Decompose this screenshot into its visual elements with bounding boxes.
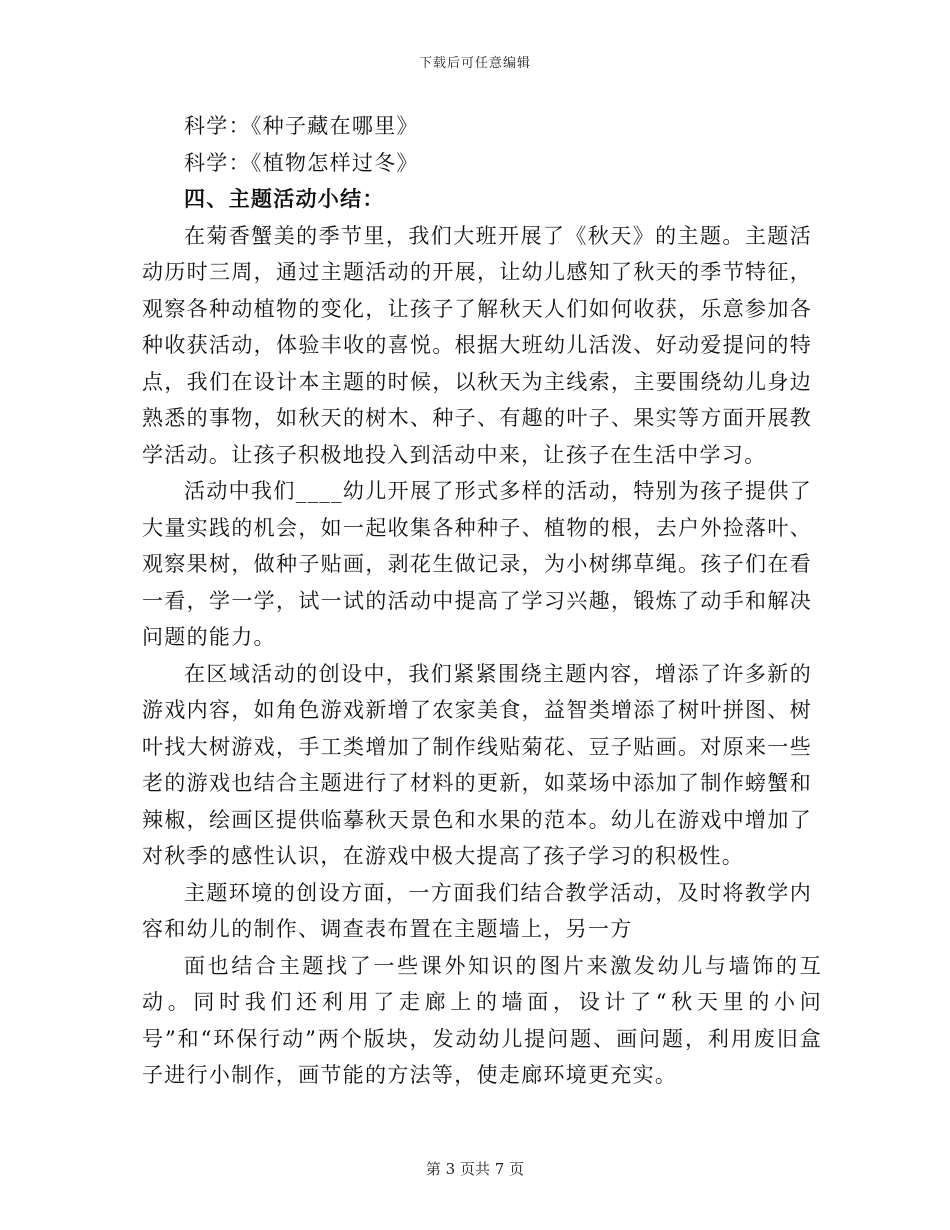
page-header-note: 下载后可任意编辑 bbox=[418, 56, 531, 71]
section-heading: 四、主题活动小结： bbox=[184, 186, 385, 211]
paragraph-activities: 活动中我们____幼儿开展了形式多样的活动，特别为孩子提供了大量实践的机会，如一起收集各种种子、植物的根，去户外捡落叶、观察果树，做种子贴画，剥花生做记录，为小树绑草绳。孩子们在看一看，学一学，试一试的活动中提高了学习兴趣，锻炼了动手和解决问题的能力。 bbox=[142, 479, 812, 649]
paragraph-intro: 在菊香蟹美的季节里，我们大班开展了《秋天》的主题。主题活动历时三周，通过主题活动的开展，让幼儿感知了秋天的季节特征，观察各种动植物的变化，让孩子了解秋天人们如何收获，乐意参加各种收获活动，体验丰收的喜悦。根据大班幼儿活泼、好动爱提问的特点，我们在设计本主题的时候，以秋天为主线索，主要围绕幼儿身边熟悉的事物，如秋天的树木、种子、有趣的叶子、果实等方面开展教学活动。让孩子积极地投入到活动中来，让孩子在生活中学习。 bbox=[142, 223, 812, 467]
paragraph-area-activities: 在区域活动的创设中，我们紧紧围绕主题内容，增添了许多新的游戏内容，如角色游戏新增了农家美食，益智类增添了树叶拼图、树叶找大树游戏，手工类增加了制作线贴菊花、豆子贴画。对原来一些老的游戏也结合主题进行了材料的更新，如菜场中添加了制作螃蟹和辣椒，绘画区提供临摹秋天景色和水果的范本。幼儿在游戏中增加了对秋季的感性认识，在游戏中极大提高了孩子学习的积极性。 bbox=[142, 661, 812, 868]
activity-item-science-seeds: 科学：《种子藏在哪里》 bbox=[184, 114, 419, 138]
paragraph-environment-continued: 面也结合主题找了一些课外知识的图片来激发幼儿与墙饰的互动。同时我们还利用了走廊上的墙面，设计了“秋天里的小问号”和“环保行动”两个版块，发动幼儿提问题、画问题，利用废旧盒子进行小制作，画节能的方法等，使走廊环境更充实。 bbox=[142, 953, 822, 1087]
activity-item-science-plants: 科学：《植物怎样过冬》 bbox=[184, 150, 419, 175]
document-body bbox=[142, 108, 822, 1094]
page-number: 第 3 页共 7 页 bbox=[425, 1160, 525, 1178]
paragraph-environment: 主题环境的创设方面，一方面我们结合教学活动，及时将教学内容和幼儿的制作、调查表布置在主题墙上，另一方 bbox=[142, 880, 812, 941]
